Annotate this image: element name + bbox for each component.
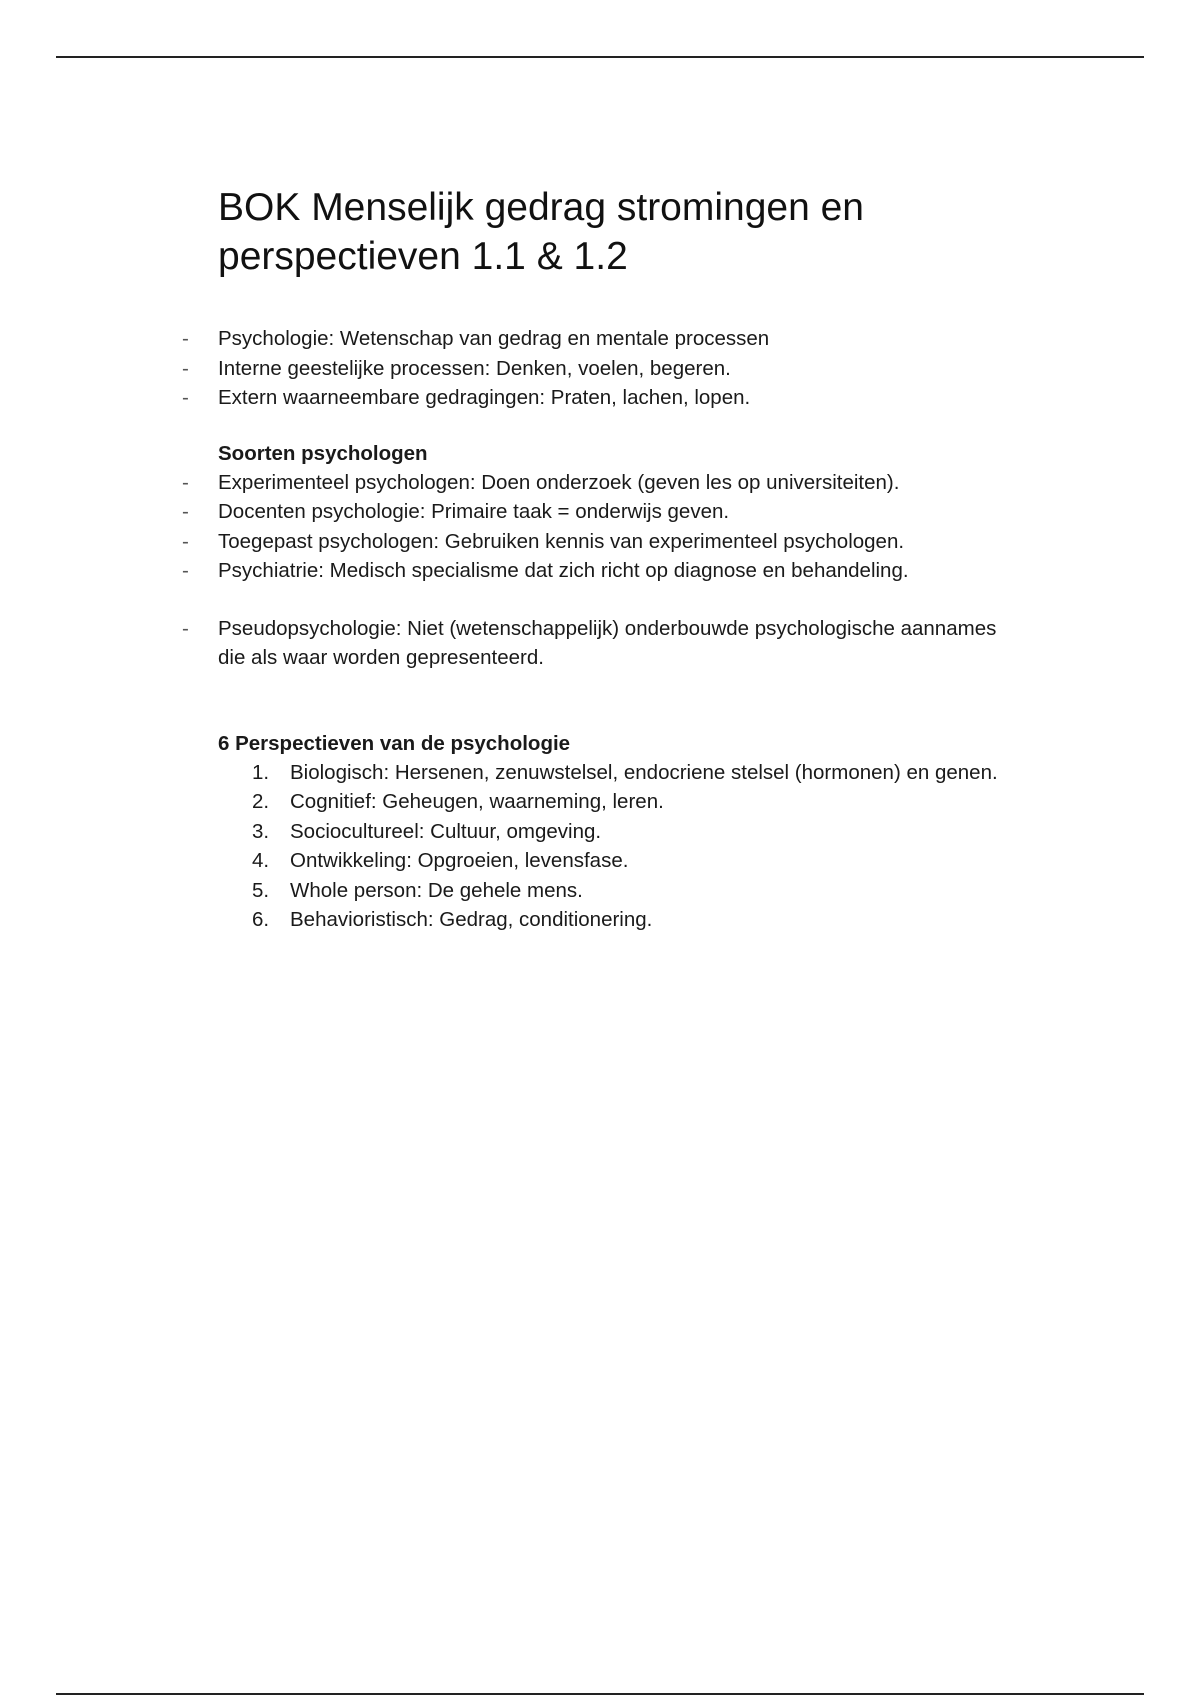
list-item-text: Pseudopsychologie: Niet (wetenschappelijk) onderbouwde psychologische aannames die als waar worden gepresenteerd. <box>218 616 997 669</box>
pseudo-list <box>182 614 998 673</box>
dash-marker: - <box>182 529 189 553</box>
numbered-item <box>252 758 998 788</box>
list-item-text: Toegepast psychologen: Gebruiken kennis van experimenteel psychologen. <box>218 529 905 553</box>
list-item <box>182 324 998 354</box>
numbered-item <box>252 876 998 906</box>
numbered-item-text: Behavioristisch: Gedrag, conditionering. <box>290 908 653 931</box>
dash-marker: - <box>182 386 189 409</box>
document-title: BOK Menselijk gedrag stromingen en perspectieven 1.1 & 1.2 <box>218 186 864 278</box>
intro-list <box>182 324 998 413</box>
soorten-list <box>182 468 998 586</box>
section-heading-soorten: Soorten psychologen <box>218 441 428 465</box>
list-item-text: Interne geestelijke processen: Denken, voelen, begeren. <box>218 356 731 380</box>
list-item-text: Docenten psychologie: Primaire taak = onderwijs geven. <box>218 500 730 523</box>
item-number: 5. <box>252 878 270 902</box>
list-item-text: Experimenteel psychologen: Doen onderzoek (geven les op universiteiten). <box>218 470 900 494</box>
dash-marker: - <box>182 559 189 582</box>
item-number: 3. <box>252 819 270 843</box>
numbered-item <box>252 846 998 876</box>
dash-marker: - <box>182 616 189 640</box>
item-number: 2. <box>252 790 270 813</box>
bottom-rule <box>56 1693 1144 1695</box>
list-item-text: Extern waarneembare gedragingen: Praten, lachen, lopen. <box>218 386 751 409</box>
list-item <box>182 383 998 413</box>
dash-marker: - <box>182 356 189 380</box>
list-item <box>182 614 998 673</box>
dash-marker: - <box>182 327 189 350</box>
list-item <box>182 468 998 498</box>
list-item-text: Psychologie: Wetenschap van gedrag en mentale processen <box>218 327 770 350</box>
list-item <box>182 497 998 527</box>
list-item <box>182 527 998 557</box>
dash-marker: - <box>182 470 189 494</box>
item-number: 1. <box>252 760 270 784</box>
document-body <box>182 183 998 935</box>
numbered-item-text: Whole person: De gehele mens. <box>290 878 583 902</box>
perspectieven-list <box>218 758 998 935</box>
item-number: 6. <box>252 908 270 931</box>
list-item <box>182 556 998 586</box>
list-item-text: Psychiatrie: Medisch specialisme dat zich richt op diagnose en behandeling. <box>218 559 909 582</box>
numbered-item <box>252 817 998 847</box>
list-item <box>182 354 998 384</box>
numbered-item-text: Sociocultureel: Cultuur, omgeving. <box>290 819 602 843</box>
top-rule <box>56 56 1144 58</box>
numbered-item <box>252 787 998 817</box>
numbered-item <box>252 905 998 935</box>
numbered-item-text: Biologisch: Hersenen, zenuwstelsel, endocriene stelsel (hormonen) en genen. <box>290 760 998 784</box>
numbered-item-text: Cognitief: Geheugen, waarneming, leren. <box>290 790 664 813</box>
numbered-item-text: Ontwikkeling: Opgroeien, levensfase. <box>290 849 629 872</box>
dash-marker: - <box>182 500 189 523</box>
item-number: 4. <box>252 849 270 872</box>
section-heading-perspectieven: 6 Perspectieven van de psychologie <box>218 731 571 755</box>
